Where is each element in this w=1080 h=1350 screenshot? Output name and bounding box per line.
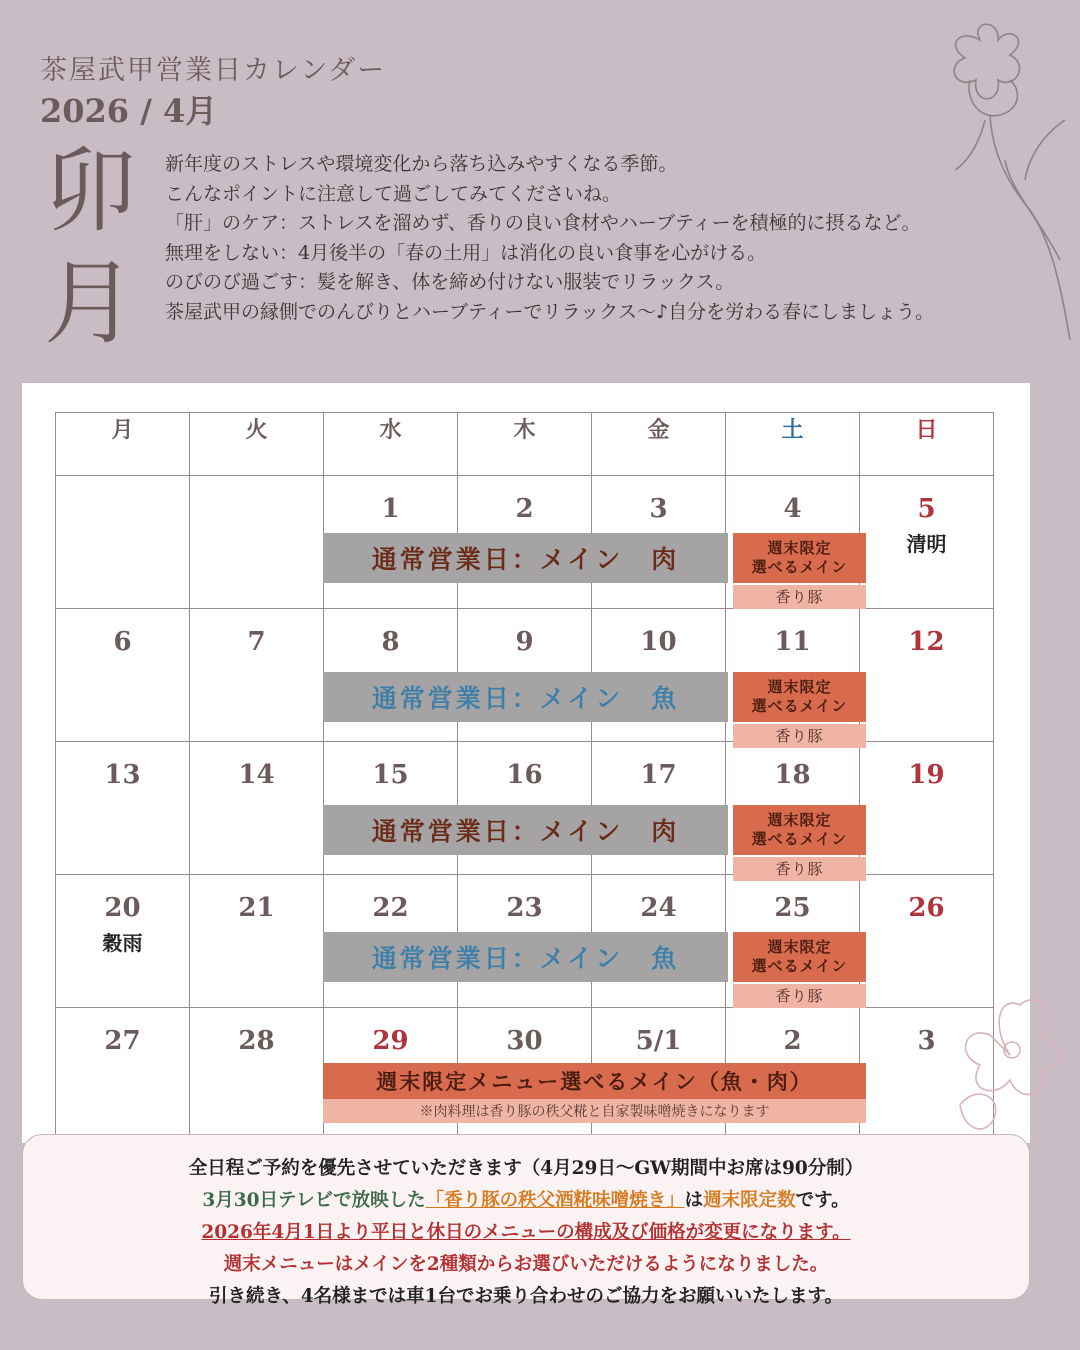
weekday-wed: 水 [324,413,458,476]
day-cell [56,609,190,742]
day-number: 23 [506,893,543,923]
weekday-sun: 日 [860,413,994,476]
calendar-grid [55,412,994,1141]
day-number: 2 [515,494,534,524]
notice-line: 引き続き、4名様までは車1台でお乗り合わせのご協力をお願いいたします。 [208,1286,844,1307]
weekday-main-bar: 通常営業日：メイン 魚 [323,672,728,722]
day-number: 6 [113,627,132,657]
day-number [56,476,189,494]
day-number: 22 [372,893,409,923]
day-cell [190,609,324,742]
weekend-main-box [733,805,866,855]
weekday-fri: 金 [592,413,726,476]
cherry-blossom-illustration [940,985,1080,1145]
daffodil-illustration [910,10,1075,340]
day-cell [190,476,324,609]
intro-line: 新年度のストレスや環境変化から落ち込みやすくなる季節。 [165,153,678,175]
weekend-label: 週末限定 [767,811,832,829]
gw-menu-note: ※肉料理は香り豚の秩父糀と自家製味噌焼きになります [323,1099,866,1123]
intro-line: 「肝」のケア：ストレスを溜めず、香りの良い食材やハーブティーを積極的に摂るなど。 [165,212,921,234]
day-number: 9 [515,627,534,657]
day-number: 16 [506,760,543,790]
solar-term: 清明 [906,532,947,556]
notice-box [22,1134,1030,1307]
day-number: 30 [506,1026,543,1056]
notice-text: です。 [795,1190,850,1211]
day-number: 13 [104,760,141,790]
day-number: 24 [640,893,677,923]
notice-line: 週末メニューはメインを2種類からお選びいただけるようになりました。 [223,1254,829,1275]
year-month: 2026 / 4月 [40,92,218,130]
day-number: 20 [104,893,141,923]
weekend-sub-label: 香り豚 [733,585,866,609]
notice-line: 2026年4月1日より平日と休日のメニューの構成及び価格が変更になります。 [201,1222,851,1243]
day-number: 3 [649,494,668,524]
day-number: 29 [372,1026,409,1056]
weekday-mon: 月 [56,413,190,476]
weekend-label: 選べるメイン [751,697,848,715]
day-cell [56,742,190,875]
month-kanji-1: 卯 [44,138,137,245]
day-number: 21 [238,893,275,923]
intro-line: こんなポイントに注意して過ごしてみてくださいね。 [165,182,622,205]
weekday-tue: 火 [190,413,324,476]
weekday-thu: 木 [458,413,592,476]
day-number: 8 [381,627,400,657]
weekend-label: 週末限定 [767,938,832,956]
notice-highlight: 「香り豚の秩父酒糀味噌焼き」 [425,1190,685,1211]
day-number: 25 [774,893,811,923]
intro-line: のびのび過ごす：髪を解き、体を締め付けない服装でリラックス。 [165,271,735,293]
calendar-title: 茶屋武甲営業日カレンダー [40,55,387,86]
day-number: 1 [381,494,400,524]
day-number: 10 [640,627,677,657]
day-number: 26 [908,893,945,923]
day-number: 18 [774,760,811,790]
weekend-label: 週末限定 [767,678,832,696]
intro-line: 茶屋武甲の縁側でのんびりとハーブティーでリラックス～♪自分を労わる春にしましょう。 [165,300,935,323]
weekend-sub-label: 香り豚 [733,724,866,748]
day-cell [860,476,994,609]
day-number: 2 [783,1026,802,1056]
notice-text: は [684,1190,704,1211]
notice-line: 全日程ご予約を優先させていただきます（4月29日～GW期間中お席は90分制） [188,1158,864,1179]
day-number: 7 [247,627,266,657]
day-cell [56,476,190,609]
weekend-label: 週末限定 [767,539,832,557]
weekday-main-bar: 通常営業日：メイン 肉 [323,533,728,583]
day-cell [56,1008,190,1141]
day-cell [190,1008,324,1141]
day-number: 3 [917,1026,936,1056]
day-number: 5/1 [635,1026,682,1056]
notice-text: 3月30日テレビで放映した [202,1190,426,1211]
day-number: 4 [783,494,802,524]
day-number: 12 [908,627,945,657]
day-number: 27 [104,1026,141,1056]
day-cell [860,742,994,875]
weekend-label: 選べるメイン [751,957,848,975]
weekday-header-row [56,413,994,476]
day-number: 19 [908,760,945,790]
solar-term: 穀雨 [102,931,143,955]
notice-text: 週末限定数 [703,1190,796,1211]
day-number: 14 [238,760,275,790]
day-cell [860,609,994,742]
day-number: 11 [774,627,811,657]
notice-line [23,1185,1029,1217]
day-cell [190,742,324,875]
weekend-main-box [733,533,866,583]
day-number: 15 [372,760,409,790]
day-number: 28 [238,1026,275,1056]
intro-line: 無理をしない：4月後半の「春の土用」は消化の良い食事を心がける。 [165,241,767,264]
weekend-sub-label: 香り豚 [733,857,866,881]
day-number [190,476,323,494]
weekend-main-box [733,932,866,982]
weekend-sub-label: 香り豚 [733,984,866,1008]
day-number: 5 [917,494,936,524]
weekday-main-bar: 通常営業日：メイン 魚 [323,932,728,982]
gw-menu-bar: 週末限定メニュー選べるメイン（魚・肉） [323,1063,866,1099]
month-kanji-2: 月 [44,250,137,357]
day-number: 17 [640,760,677,790]
weekend-main-box [733,672,866,722]
weekday-main-bar: 通常営業日：メイン 肉 [323,805,728,855]
day-cell [56,875,190,1008]
weekend-label: 選べるメイン [751,830,848,848]
day-cell [190,875,324,1008]
weekday-sat: 土 [726,413,860,476]
weekend-label: 選べるメイン [751,558,848,576]
